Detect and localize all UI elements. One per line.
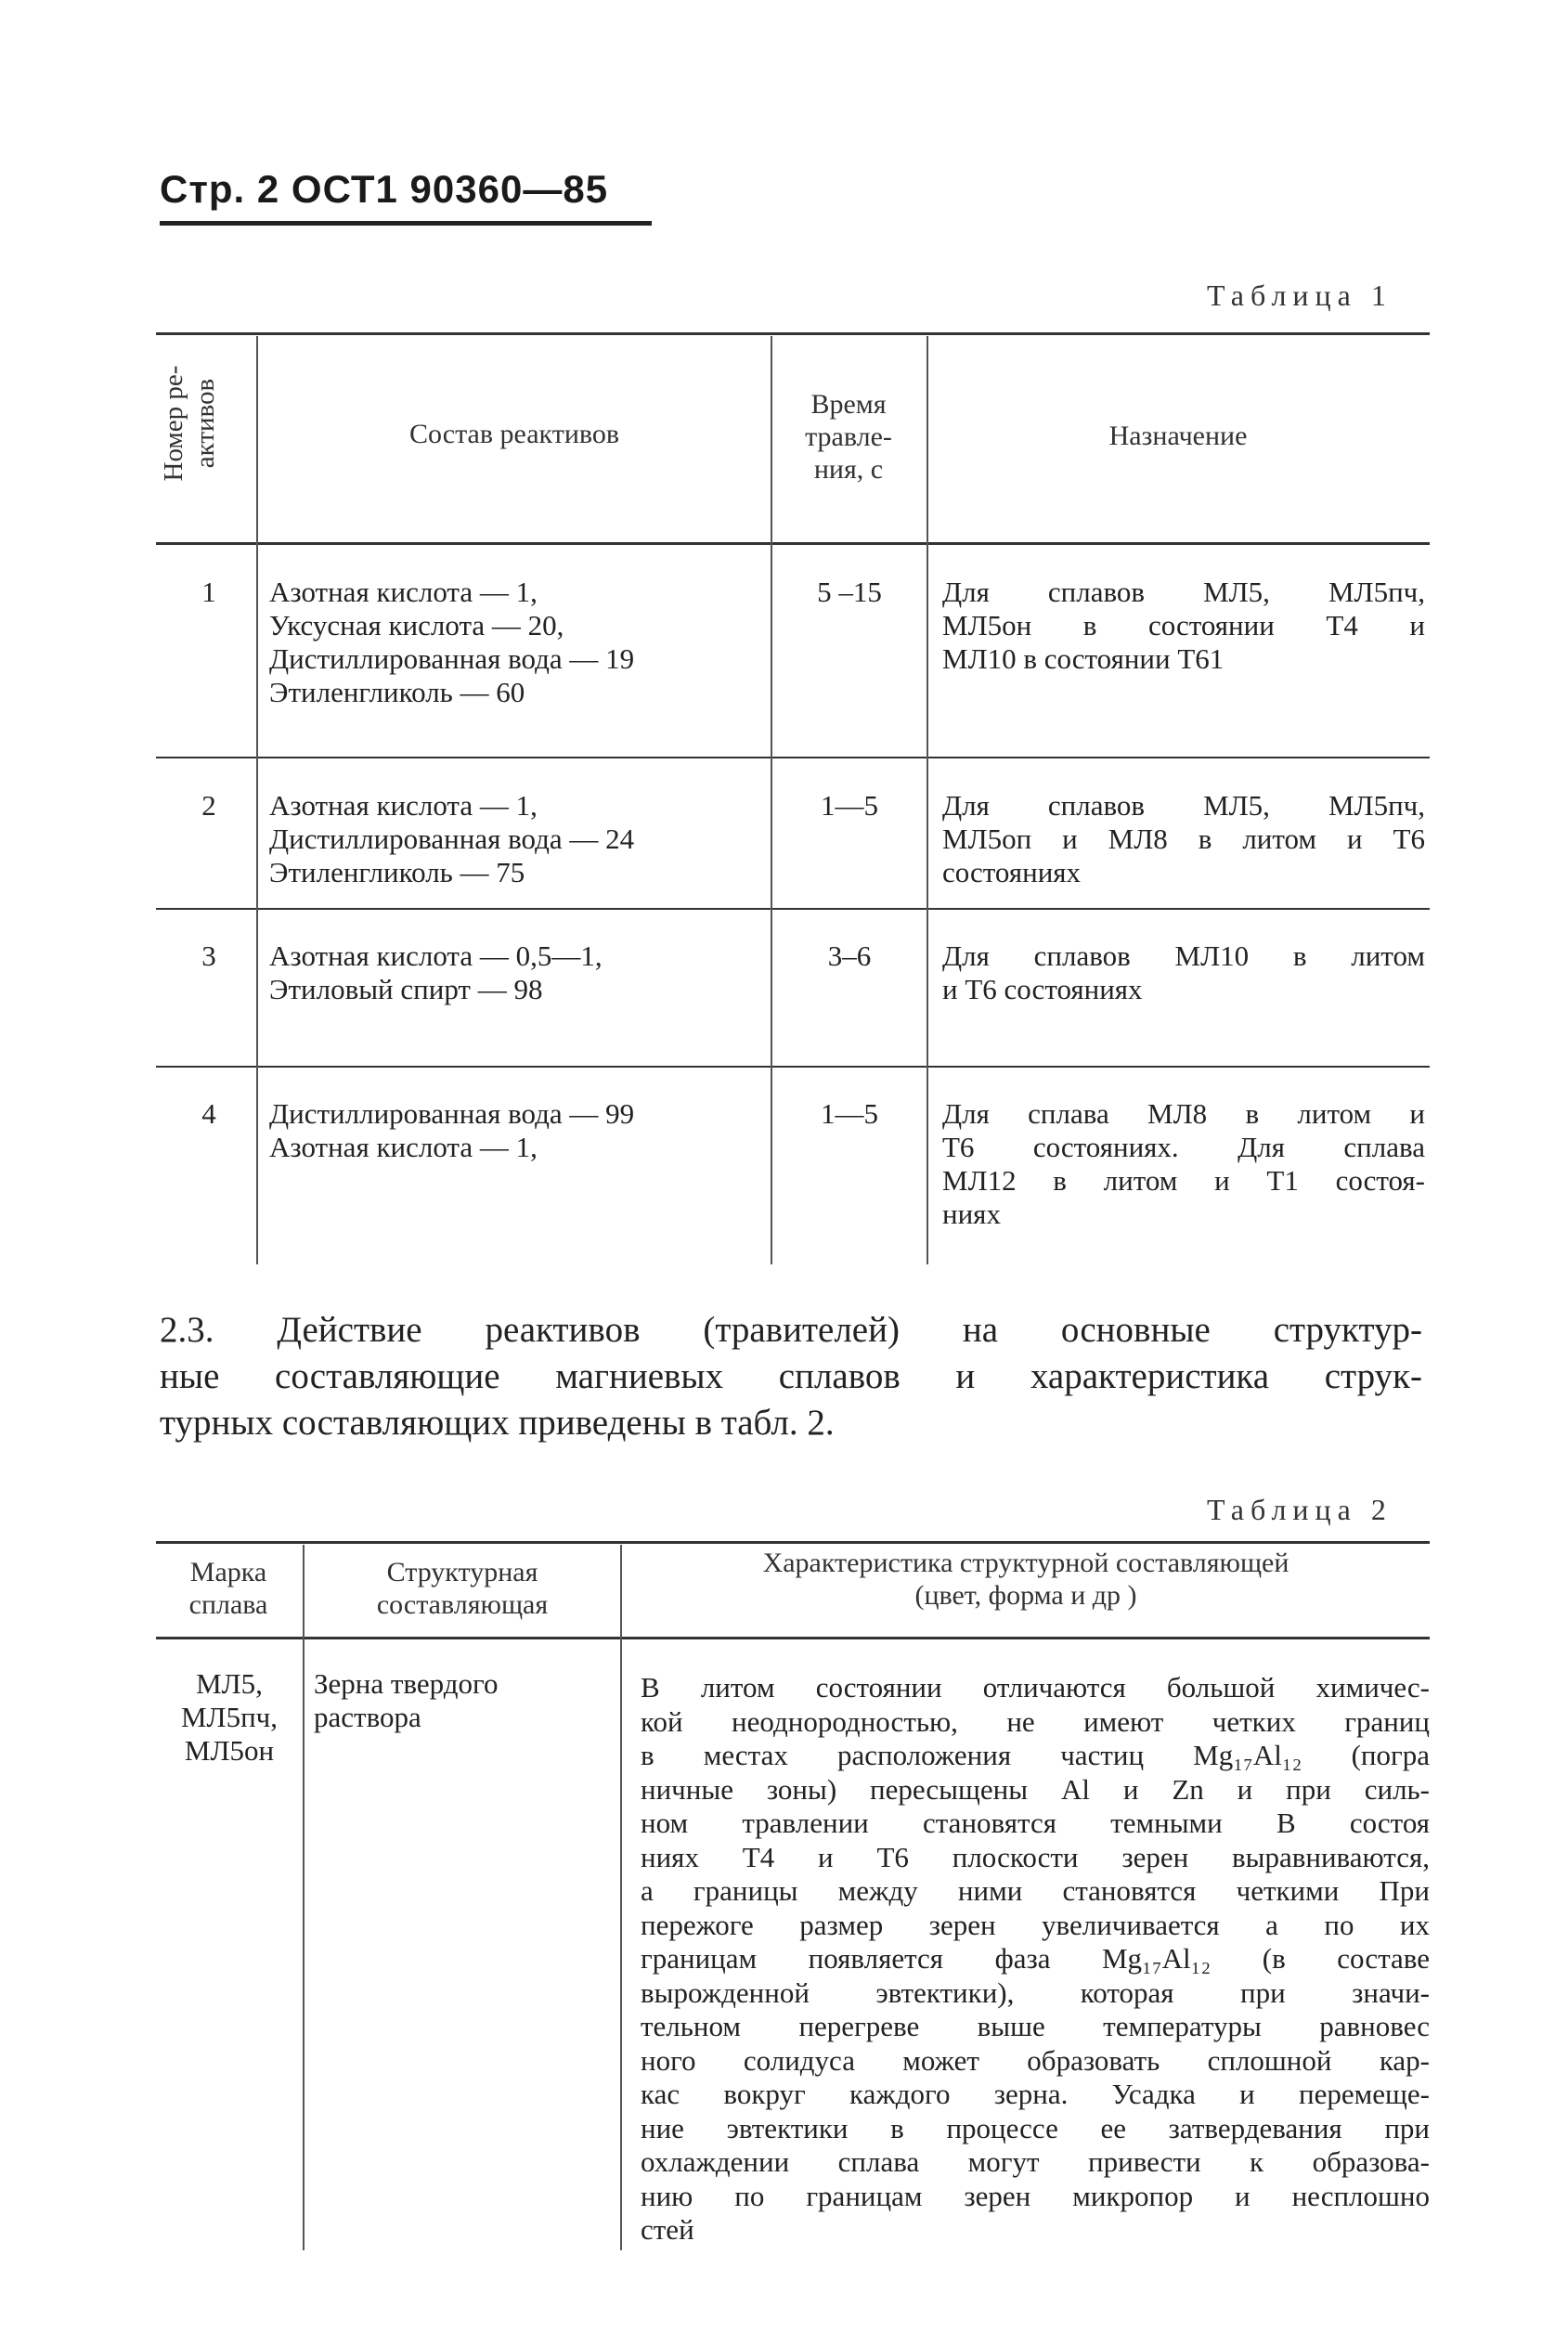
table2-header-grade: Марка сплава [188,1557,268,1620]
table1-composition-cell: Азотная кислота — 0,5—1, Этиловый спирт — 98 [269,939,603,1005]
table2-col-divider [620,1545,622,2250]
table1-time-cell: 5 –15 [817,576,882,608]
table1-composition-cell: Дистиллированная вода — 99 Азотная кислота — 1, [269,1097,635,1163]
table1-purpose-cell: Для сплавов МЛ10 в литом и Т6 состояниях [942,939,1425,1005]
table1-time-cell: 1—5 [821,1097,878,1130]
table1-purpose-cell: Для сплавов МЛ5, МЛ5пч, МЛ5оп и МЛ8 в литом и Т6 состояниях [942,789,1425,888]
table1-header-purpose: Назначение [1108,421,1248,451]
table1-header-etch-time: Время травле- ния, с [805,389,892,485]
table1-row-number: 3 [201,939,216,972]
table2-caption: Таблица 2 [1207,1493,1393,1526]
table2-grade-cell: МЛ5, МЛ5пч, МЛ5он [180,1667,279,1767]
table1-composition-cell: Азотная кислота — 1, Уксусная кислота — 20, Дистиллированная вода — 19 Этиленгликоль — 60 [269,576,635,708]
table1-purpose-cell: Для сплавов МЛ5, МЛ5пч, МЛ5он в состоянии Т4 и МЛ10 в состоянии Т61 [942,576,1425,675]
table1-time-cell: 1—5 [821,789,878,822]
table1-row-divider [156,757,1430,758]
table1-row-divider [156,908,1430,910]
table1-row-number: 4 [201,1097,216,1130]
header-underline [160,221,652,226]
table1-header-composition: Состав реактивов [409,419,619,449]
table1-purpose-cell: Для сплава МЛ8 в литом и Т6 состояниях. Для сплава МЛ12 в литом и Т1 состоя- ниях [942,1097,1425,1230]
table2-header-rule [156,1637,1430,1639]
table2-characteristic-cell: В литом состоянии отличаются большой химичес- кой неоднородностью, не имеют четких границ в местах расположения частиц Mg₁₇Al₁₂ (погра ничные зоны) пересыщены Al и Zn и при силь- ном травлении становятся темными В состоя ниях Т4 и Т6 плоскости зерен выравниваются, а границы между ними становятся четкими При пережоге размер зерен увеличивается а по их границам появляется фаза Mg₁₇Al₁₂ (в составе вырожденной эвтектики), которая при значи- тельном перегреве выше температуры равновес ного солидуса может образовать сплошной кар- кас вокруг каждого зерна. Усадка и перемеще- ние эвтектики в процессе ее затвердевания при охлаждении сплава могут привести к образова- нию по границам зерен микропор и несплошно стей [641,1671,1430,2246]
table2-header-component: Структурная составляющая [376,1557,549,1620]
table1-caption: Таблица 1 [1207,279,1393,312]
table1-header-number-text: Номер ре- активов [159,365,220,482]
table1-row-number: 2 [201,789,216,822]
table1-time-cell: 3–6 [827,939,872,972]
table2-header-characteristic: Характеристика структурной составляющей (цвет, форма и др ) [762,1548,1289,1611]
table1-composition-cell: Азотная кислота — 1, Дистиллированная вода — 24 Этиленгликоль — 75 [269,789,635,888]
table2-top-rule [156,1541,1430,1544]
table1-top-rule [156,332,1430,335]
table2-component-cell: Зерна твердого раствора [314,1667,499,1733]
table1-header-rule [156,542,1430,545]
table1-col-divider [927,336,928,1264]
section-2-3-paragraph: 2.3. Действие реактивов (травителей) на основные структур- ные составляющие магниевых сплавов и характеристика струк- турных составляющих приведены в табл. 2. [160,1310,1422,1443]
table1-row-divider [156,1066,1430,1068]
table2-col-divider [303,1545,305,2250]
table1-row-number: 1 [201,576,216,608]
page-header: Стр. 2 ОСТ1 90360—85 [160,167,609,211]
